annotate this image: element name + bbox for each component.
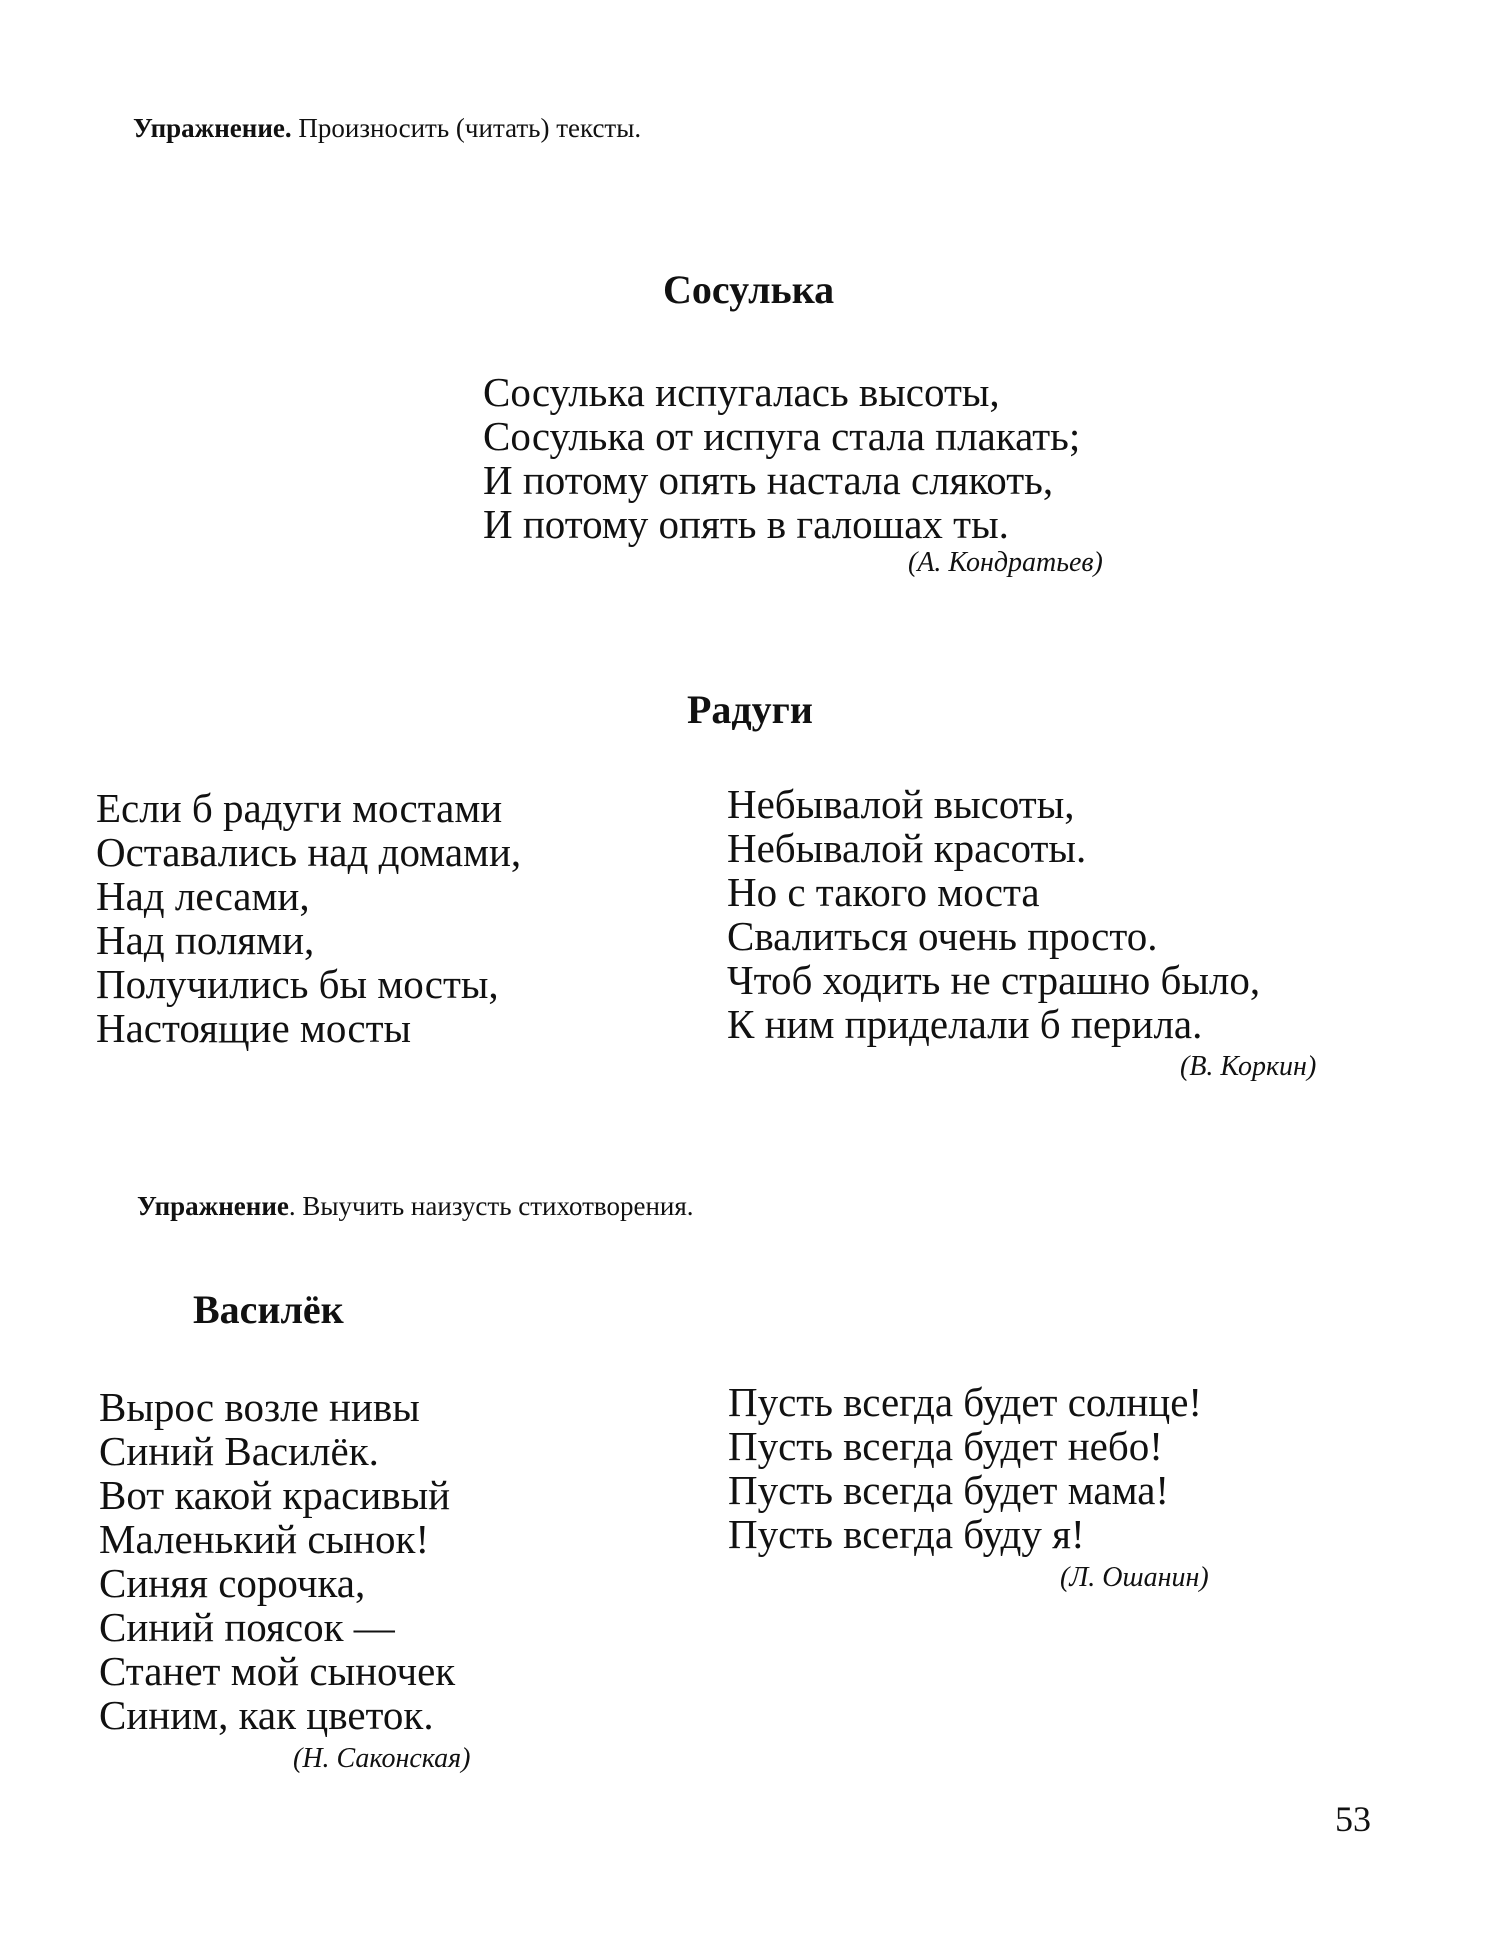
poem-line: Чтоб ходить не страшно было,: [727, 957, 1261, 1003]
poem-line: Оставались над домами,: [96, 829, 522, 875]
exercise-label: Упражнение: [137, 1191, 289, 1221]
poem-line: Вот какой красивый: [99, 1472, 451, 1518]
poem-title-vasilek: Василёк: [193, 1287, 344, 1332]
poem-line: Настоящие мосты: [96, 1005, 412, 1051]
poem-line: Вырос возле нивы: [99, 1384, 420, 1430]
poem-line: Синим, как цветок.: [99, 1692, 434, 1738]
exercise-instruction-1: [133, 112, 641, 144]
poem-author-radugi: (В. Коркин): [1180, 1051, 1317, 1082]
poem-line: Маленький сынок!: [99, 1516, 430, 1562]
poem-author-vasilek: (Н. Саконская): [293, 1743, 471, 1774]
exercise-label: Упражнение.: [133, 113, 292, 143]
poem-author-sosulka: (А. Кондратьев): [908, 547, 1103, 578]
poem-line: Станет мой сыночек: [99, 1648, 456, 1694]
poem-line: Сосулька испугалась высоты,: [483, 369, 1000, 415]
poem-line: Получились бы мосты,: [96, 961, 499, 1007]
poem-stanza-radugi-left: [96, 786, 521, 1050]
poem-stanza-solntse: [728, 1380, 1202, 1556]
poem-line: Над полями,: [96, 917, 315, 963]
poem-stanza-vasilek: [99, 1385, 455, 1737]
poem-line: Если б радуги мостами: [96, 785, 503, 831]
poem-title-radugi: Радуги: [687, 687, 813, 732]
poem-line: Небывалой красоты.: [727, 825, 1087, 871]
poem-title-sosulka: Сосулька: [663, 267, 835, 312]
poem-line: Синий Василёк.: [99, 1428, 379, 1474]
poem-line: Над лесами,: [96, 873, 310, 919]
poem-line: Пусть всегда будет солнце!: [728, 1379, 1203, 1425]
poem-line: Пусть всегда будет мама!: [728, 1467, 1170, 1513]
poem-line: Свалиться очень просто.: [727, 913, 1158, 959]
poem-line: И потому опять настала слякоть,: [483, 457, 1054, 503]
poem-author-solntse: (Л. Ошанин): [1060, 1562, 1209, 1593]
poem-stanza-sosulka: [483, 370, 1080, 546]
exercise-text: Произносить (читать) тексты.: [291, 113, 642, 143]
exercise-text: . Выучить наизусть стихотворения.: [288, 1191, 694, 1221]
exercise-instruction-2: [137, 1190, 694, 1222]
poem-line: Синяя сорочка,: [99, 1560, 366, 1606]
poem-line: Пусть всегда будет небо!: [728, 1423, 1163, 1469]
poem-line: К ним приделали б перила.: [727, 1001, 1203, 1047]
poem-line: Синий поясок —: [99, 1604, 395, 1650]
page-number: 53: [1335, 1799, 1371, 1839]
poem-line: Сосулька от испуга стала плакать;: [483, 413, 1081, 459]
poem-stanza-radugi-right: [727, 782, 1260, 1046]
poem-line: Небывалой высоты,: [727, 781, 1075, 827]
poem-line: И потому опять в галошах ты.: [483, 501, 1009, 547]
poem-line: Пусть всегда буду я!: [728, 1511, 1085, 1557]
poem-line: Но с такого моста: [727, 869, 1040, 915]
